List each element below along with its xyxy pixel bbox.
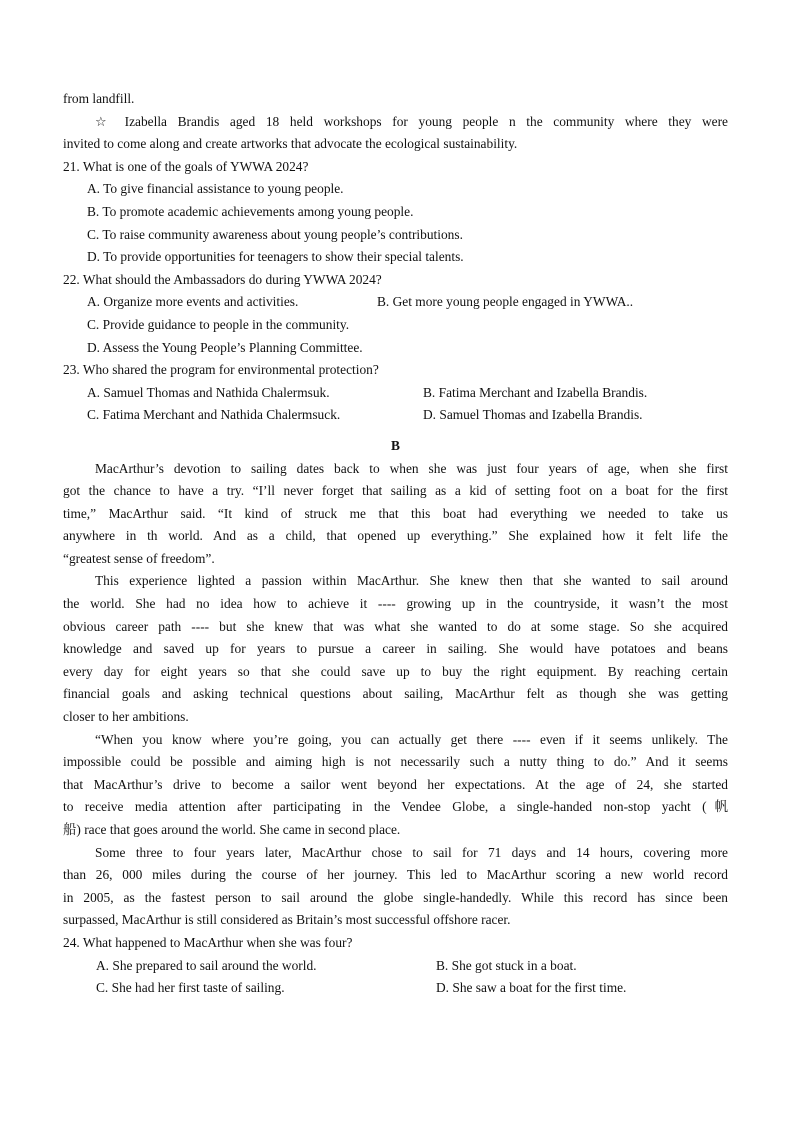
passage-line: surpassed, MacArthur is still considered as Britain’s most successful offshore racer.	[63, 912, 511, 928]
passage-line: impossible could be possible and aiming high is not necessarily such a nutty thing to do.” And it seems	[63, 754, 728, 770]
passage-line: This experience lighted a passion within MacArthur. She knew then that she wanted to sail around	[95, 573, 728, 589]
passage-line: anywhere in th world. And as a child, that opened up everything.” She explained how it felt life the	[63, 528, 728, 544]
question-24-options-row-1	[63, 955, 728, 978]
passage-paragraph-1	[63, 458, 728, 571]
passage-line: time,” MacArthur said. “It kind of struck me that this boat had everything we needed to take us	[63, 505, 728, 521]
passage-line: obvious career path ---- but she knew that was what she wanted to do at some stage. So she acquired	[63, 618, 728, 634]
question-24-stem: 24. What happened to MacArthur when she was four?	[63, 934, 353, 950]
document-page	[63, 88, 728, 1000]
question-24-options-row-2	[63, 977, 728, 1000]
passage-line: “When you know where you’re going, you can actually get there ---- even if it seems unlikely. The	[95, 731, 728, 747]
question-23-options-row-2	[63, 404, 728, 427]
question-22-option-a: A. Organize more events and activities.	[87, 294, 299, 310]
passage-line: knowledge and saved up for years to pursue a career in sailing. She would have potatoes and beans	[63, 641, 728, 657]
passage-line: that MacArthur’s drive to become a sailor went beyond her expectations. At the age of 24, she started	[63, 776, 728, 792]
question-24-option-c: C. She had her first taste of sailing.	[96, 980, 285, 996]
question-23-option-d: D. Samuel Thomas and Izabella Brandis.	[423, 407, 643, 423]
passage-line: got the chance to have a try. “I’ll never forget that sailing as a kid of setting foot on a boat for the first	[63, 483, 728, 499]
question-24-option-d: D. She saw a boat for the first time.	[436, 980, 627, 996]
question-23-option-b: B. Fatima Merchant and Izabella Brandis.	[423, 384, 648, 400]
star-icon: ☆	[95, 114, 114, 130]
question-21-option-a: A. To give financial assistance to young people.	[87, 181, 344, 197]
question-24-option-b: B. She got stuck in a boat.	[436, 957, 577, 973]
passage-line: to receive media attention after participating in the Vendee Globe, a single-handed non-stop yacht (帆	[63, 799, 728, 815]
question-22-option-b: B. Get more young people engaged in YWWA..	[377, 294, 634, 310]
question-22-option-d: D. Assess the Young People’s Planning Committee.	[87, 339, 363, 355]
question-21-option-c: C. To raise community awareness about young people’s contributions.	[87, 226, 463, 242]
question-21-option-d: D. To provide opportunities for teenagers to show their special talents.	[87, 249, 464, 265]
passage-line: 船) race that goes around the world. She came in second place.	[63, 822, 401, 837]
passage-line: financial goals and asking technical questions about sailing, MacArthur felt as though she was getting	[63, 686, 728, 702]
passage-line: MacArthur’s devotion to sailing dates back to when she was just four years of age, when she first	[95, 460, 728, 476]
question-22-stem: 22. What should the Ambassadors do during YWWA 2024?	[63, 271, 382, 287]
bullet-item-izabella	[63, 111, 728, 134]
passage-line: in 2005, as the fastest person to sail around the globe single-handedly. While this record has since been	[63, 889, 728, 905]
question-23-option-c: C. Fatima Merchant and Nathida Chalermsuck.	[87, 407, 341, 423]
passage-paragraph-3	[63, 729, 728, 842]
section-b-heading: B	[391, 437, 400, 453]
passage-line: than 26, 000 miles during the course of her journey. This led to MacArthur scoring a new world record	[63, 867, 728, 883]
question-22-options-row-1	[63, 291, 728, 314]
question-21-option-b: B. To promote academic achievements among young people.	[87, 203, 414, 219]
question-21-stem: 21. What is one of the goals of YWWA 2024?	[63, 158, 309, 174]
passage-line: closer to her ambitions.	[63, 709, 189, 725]
passage-line: “greatest sense of freedom”.	[63, 550, 215, 566]
passage-paragraph-2	[63, 570, 728, 728]
question-23-stem: 23. Who shared the program for environmental protection?	[63, 362, 379, 378]
question-24-option-a: A. She prepared to sail around the world.	[96, 957, 317, 973]
question-22-option-c: C. Provide guidance to people in the community.	[87, 316, 350, 332]
question-23-option-a: A. Samuel Thomas and Nathida Chalermsuk.	[87, 384, 330, 400]
passage-line: the world. She had no idea how to achieve it ---- growing up in the countryside, it wasn’t the most	[63, 596, 728, 612]
text-line: Izabella Brandis aged 18 held workshops for young people n the community where they were	[124, 113, 728, 129]
question-23-options-row-1	[63, 382, 728, 405]
passage-line: Some three to four years later, MacArthur chose to sail for 71 days and 14 hours, covering more	[95, 844, 728, 860]
text-line: invited to come along and create artworks that advocate the ecological sustainability.	[63, 136, 518, 152]
passage-line: every day for eight years so that she could save up to buy the right equipment. By reaching certain	[63, 663, 728, 679]
text-line: from landfill.	[63, 91, 135, 106]
passage-paragraph-4	[63, 842, 728, 932]
